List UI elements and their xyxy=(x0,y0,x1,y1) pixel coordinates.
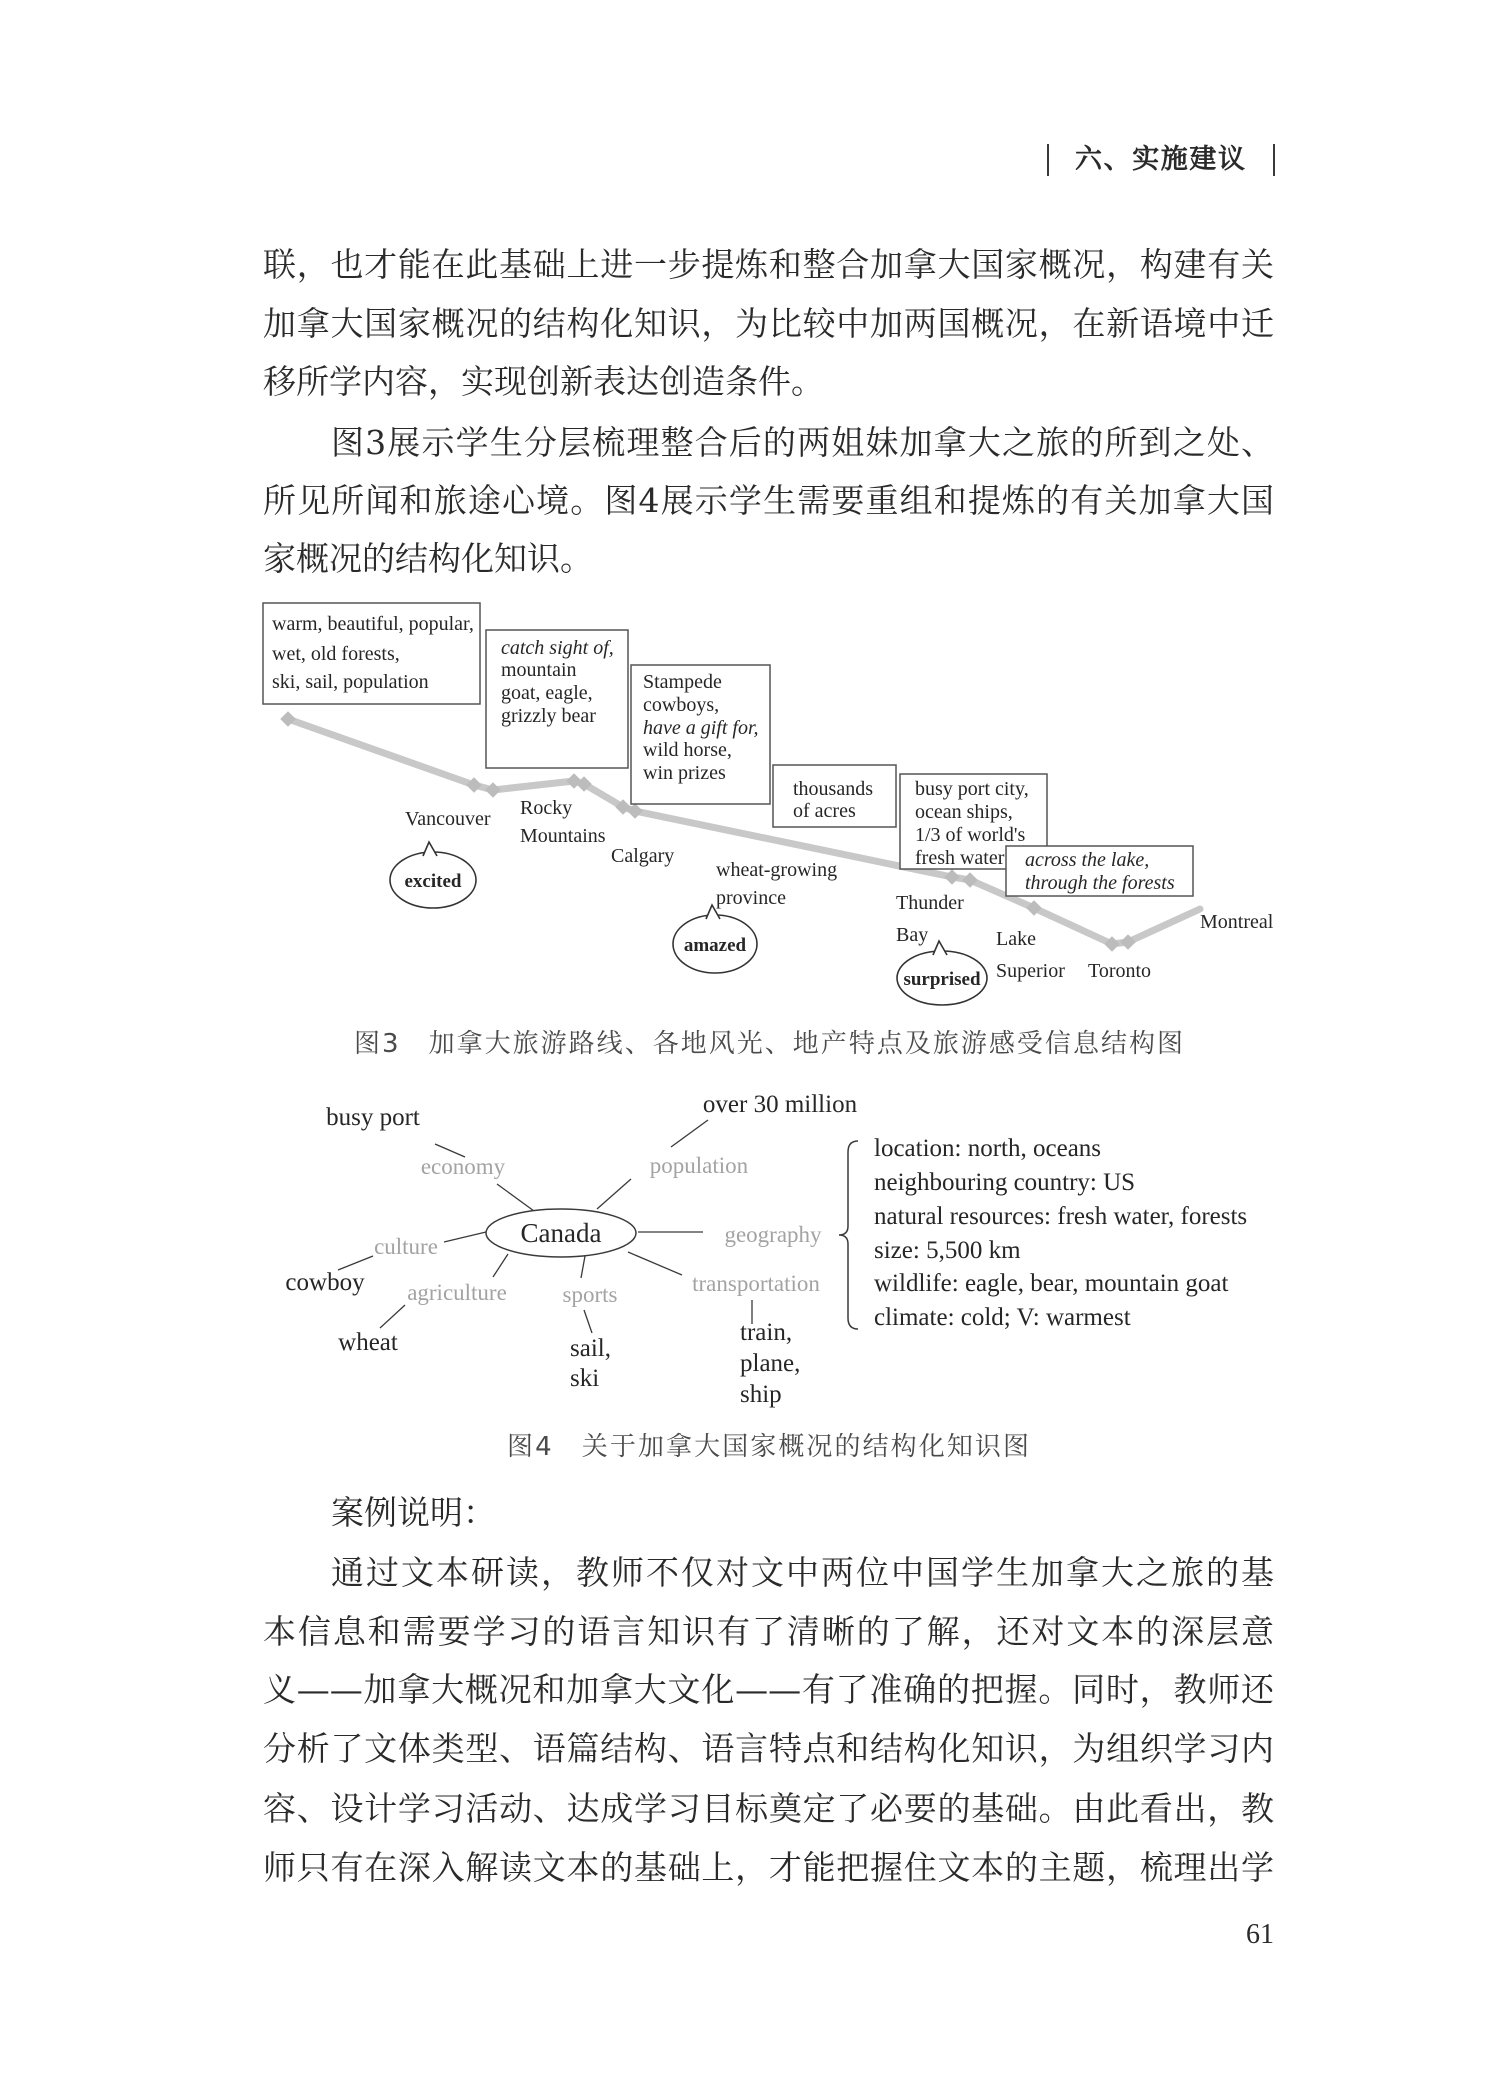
connector-line xyxy=(444,1232,486,1242)
connector-line xyxy=(584,1310,592,1333)
box-text: wet, old forests, xyxy=(272,643,400,665)
body-line: 移所学内容，实现创新表达创造条件。 xyxy=(263,362,824,401)
place-label-thunder-bay: Thunder xyxy=(896,892,964,914)
running-header-title: 六、实施建议 xyxy=(1075,144,1245,175)
box-text: fresh water xyxy=(915,847,1005,869)
figure-4-caption: 图4 关于加拿大国家概况的结构化知识图 xyxy=(507,1432,1029,1462)
geography-detail: neighbouring country: US xyxy=(874,1169,1136,1196)
figure-3-caption: 图3 加拿大旅游路线、各地风光、地产特点及旅游感受信息结构图 xyxy=(354,1029,1183,1059)
body-line: 师只有在深入解读文本的基础上，才能把握住文本的主题，梳理出学 xyxy=(263,1848,1274,1887)
feeling-label: surprised xyxy=(903,969,981,990)
body-line: 分析了文体类型、语篇结构、语言特点和结构化知识，为组织学习内 xyxy=(263,1729,1274,1768)
geography-detail: climate: cold; V: warmest xyxy=(874,1304,1131,1331)
box-text: mountain xyxy=(501,659,577,681)
box-text: catch sight of, xyxy=(501,637,614,659)
geography-brace xyxy=(839,1141,858,1329)
feeling-bubble-excited xyxy=(390,842,476,908)
box-text: goat, eagle, xyxy=(501,682,593,704)
place-label-wheat-province: province xyxy=(716,887,786,909)
body-line: 容、设计学习活动、达成学习目标奠定了必要的基础。由此看出，教 xyxy=(263,1789,1274,1828)
box-text: ski, sail, population xyxy=(272,671,429,693)
speech-bubble-tail xyxy=(423,842,437,856)
place-label-lake-superior: Superior xyxy=(996,960,1065,982)
connector-line xyxy=(671,1120,708,1147)
box-text: ocean ships, xyxy=(915,801,1013,823)
place-label-vancouver: Vancouver xyxy=(405,808,491,830)
leaf-label-agriculture: wheat xyxy=(338,1329,398,1356)
connector-line xyxy=(497,1184,534,1211)
connector-line xyxy=(581,1256,585,1278)
leaf-label-population: over 30 million xyxy=(702,1091,858,1118)
place-label-toronto: Toronto xyxy=(1088,960,1152,982)
box-text: through the forests xyxy=(1025,872,1175,894)
leaf-label-sports: ski xyxy=(570,1365,600,1392)
place-label-rocky-mountains: Mountains xyxy=(520,825,606,847)
connector-line xyxy=(628,1252,682,1275)
box-text: grizzly bear xyxy=(501,705,596,727)
geography-detail: size: 5,500 km xyxy=(874,1237,1021,1264)
box-text: warm, beautiful, popular, xyxy=(272,613,474,635)
place-label-wheat-province: wheat-growing xyxy=(716,859,838,881)
box-text: win prizes xyxy=(643,762,726,784)
branch-label-agriculture: agriculture xyxy=(407,1280,507,1305)
branch-label-transportation: transportation xyxy=(692,1271,820,1296)
branch-label-population: population xyxy=(649,1153,749,1178)
branch-label-geography: geography xyxy=(724,1222,822,1247)
box-text: thousands xyxy=(793,778,873,800)
leaf-label-transportation: train, xyxy=(740,1319,793,1346)
route-stop-marker xyxy=(944,869,960,885)
feeling-label: amazed xyxy=(683,935,747,956)
box-text: Stampede xyxy=(643,671,722,693)
geography-detail: natural resources: fresh water, forests xyxy=(874,1203,1248,1230)
place-label-lake-superior: Lake xyxy=(996,928,1036,950)
box-text: across the lake, xyxy=(1025,849,1150,871)
connector-line xyxy=(380,1305,405,1328)
place-label-rocky-mountains: Rocky xyxy=(520,797,573,819)
feeling-bubble-amazed xyxy=(673,905,757,973)
leaf-label-culture: cowboy xyxy=(285,1269,365,1296)
body-line: 家概况的结构化知识。 xyxy=(263,539,593,578)
body-line: 图3展示学生分层梳理整合后的两姐妹加拿大之旅的所到之处、 xyxy=(331,423,1274,462)
body-line: 联，也才能在此基础上进一步提炼和整合加拿大国家概况，构建有关 xyxy=(263,245,1274,284)
body-line: 加拿大国家概况的结构化知识，为比较中加两国概况，在新语境中迁 xyxy=(263,304,1274,343)
box-text: busy port city, xyxy=(915,778,1029,800)
box-text: 1/3 of world's xyxy=(915,824,1026,846)
leaf-label-transportation: ship xyxy=(740,1381,782,1408)
place-label-montreal: Montreal xyxy=(1200,911,1274,933)
box-text: wild horse, xyxy=(643,739,732,761)
geography-detail: wildlife: eagle, bear, mountain goat xyxy=(874,1270,1229,1297)
box-text: have a gift for, xyxy=(643,717,759,739)
leaf-label-transportation: plane, xyxy=(740,1350,801,1377)
connector-line xyxy=(338,1256,373,1270)
place-label-thunder-bay: Bay xyxy=(896,924,929,946)
box-text: cowboys, xyxy=(643,694,720,716)
page-number: 61 xyxy=(1246,1919,1274,1950)
body-line: 义——加拿大概况和加拿大文化——有了准确的把握。同时，教师还 xyxy=(263,1670,1274,1709)
figure-3-travel-route-diagram xyxy=(263,603,1274,1005)
route-stop-marker xyxy=(485,782,501,798)
place-label-calgary: Calgary xyxy=(611,845,675,867)
leaf-label-economy: busy port xyxy=(326,1104,420,1131)
center-node-label: Canada xyxy=(520,1218,602,1248)
leaf-label-sports: sail, xyxy=(570,1335,611,1362)
body-line: 本信息和需要学习的语言知识有了清晰的了解，还对文本的深层意 xyxy=(263,1612,1274,1651)
body-line: 通过文本研读，教师不仅对文中两位中国学生加拿大之旅的基 xyxy=(331,1553,1274,1592)
box-text: of acres xyxy=(793,800,856,822)
connector-line xyxy=(493,1254,508,1277)
speech-bubble-tail xyxy=(933,941,947,955)
branch-label-sports: sports xyxy=(562,1282,618,1307)
feeling-bubble-surprised xyxy=(897,941,987,1005)
feeling-label: excited xyxy=(404,871,462,892)
body-line: 所见所闻和旅途心境。图4展示学生需要重组和提炼的有关加拿大国 xyxy=(263,481,1274,520)
geography-detail: location: north, oceans xyxy=(874,1135,1102,1162)
connector-line xyxy=(597,1179,631,1209)
case-heading: 案例说明： xyxy=(331,1493,496,1532)
figure-4-canada-knowledge-map xyxy=(285,1091,1247,1408)
branch-label-economy: economy xyxy=(420,1154,506,1179)
branch-label-culture: culture xyxy=(374,1234,438,1259)
